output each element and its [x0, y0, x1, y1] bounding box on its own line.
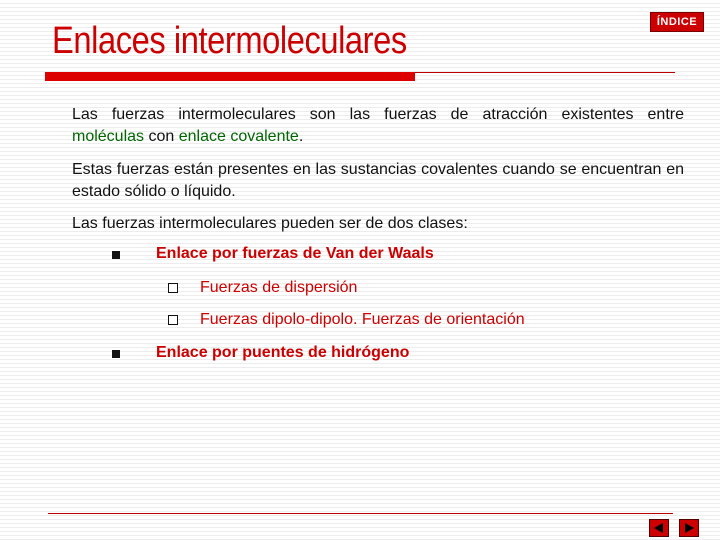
title-underline-bar [45, 72, 415, 81]
list-item-label: Enlace por puentes de hidrógeno [156, 344, 410, 361]
hollow-square-bullet-icon [168, 315, 178, 325]
paragraph-definition-line1 [72, 104, 684, 126]
paragraph-states: Estas fuerzas están presentes en las sustancias covalentes cuando se encuentran en estado sólido o líquido. [72, 161, 684, 200]
square-bullet-icon [112, 350, 120, 358]
term-moleculas: moléculas [72, 128, 145, 145]
period-text: . [298, 128, 304, 145]
square-bullet-icon [112, 251, 120, 259]
list-item-label: Enlace por fuerzas de Van der Waals [156, 245, 434, 262]
previous-slide-button[interactable] [649, 519, 669, 537]
title-underline-rule [415, 72, 675, 73]
paragraph-definition-line2 [72, 126, 684, 148]
index-button[interactable]: ÍNDICE [650, 12, 704, 32]
sublist-item-label: Fuerzas dipolo-dipolo. Fuerzas de orientación [200, 311, 525, 328]
footer-rule [48, 513, 673, 514]
next-slide-button[interactable] [679, 519, 699, 537]
paragraph-definition-text: Las fuerzas intermoleculares son las fuerzas de atracción existentes entre [72, 106, 684, 123]
slide-title: Enlaces intermoleculares [52, 20, 407, 62]
triangle-right-icon [680, 520, 698, 536]
triangle-left-icon [650, 520, 668, 536]
paragraph-classes: Las fuerzas intermoleculares pueden ser de dos clases: [72, 215, 468, 232]
sublist-item-label: Fuerzas de dispersión [200, 279, 358, 296]
term-enlace-covalente: enlace covalente [178, 128, 299, 145]
hollow-square-bullet-icon [168, 283, 178, 293]
connector-text: con [144, 128, 179, 145]
